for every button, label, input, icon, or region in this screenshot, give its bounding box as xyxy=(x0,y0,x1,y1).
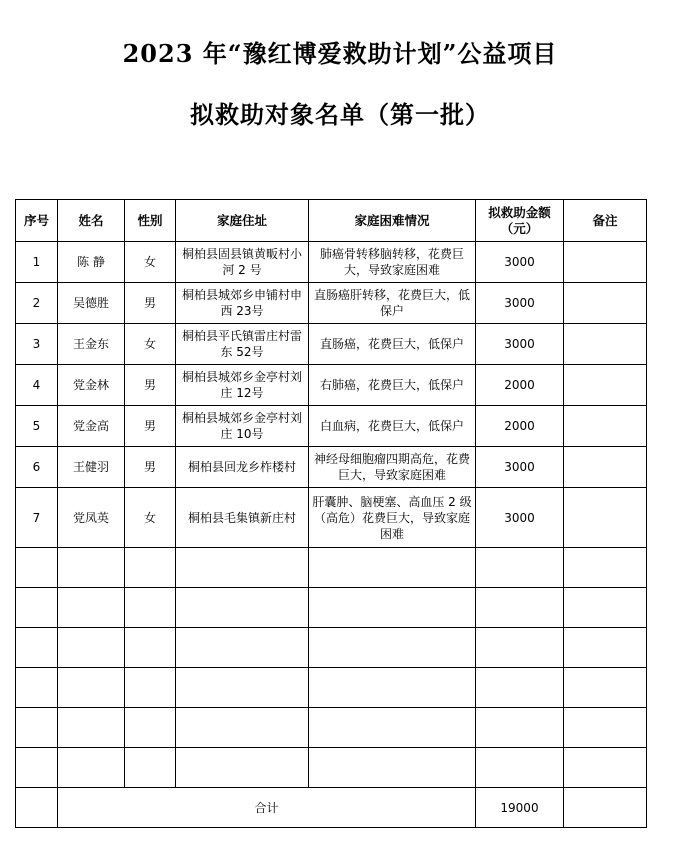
cell-no: 1 xyxy=(16,242,58,283)
cell-amount: 3000 xyxy=(476,283,564,324)
empty-row xyxy=(16,588,647,628)
cell-address: 桐柏县平氏镇雷庄村雷东 52号 xyxy=(176,324,309,365)
table-row xyxy=(16,365,647,406)
cell-remark xyxy=(564,365,647,406)
cell-address: 桐柏县回龙乡柞楼村 xyxy=(176,447,309,488)
empty-row xyxy=(16,628,647,668)
document-subtitle: 拟救助对象名单（第一批） xyxy=(190,100,490,129)
beneficiary-table xyxy=(15,199,647,828)
cell-amount: 3000 xyxy=(476,324,564,365)
cell-no: 2 xyxy=(16,283,58,324)
cell-name: 党凤英 xyxy=(58,488,125,548)
cell-no: 5 xyxy=(16,406,58,447)
table-row xyxy=(16,324,647,365)
table-row xyxy=(16,283,647,324)
header-gender: 性别 xyxy=(125,200,176,242)
table-row xyxy=(16,488,647,548)
cell-hardship: 白血病，花费巨大，低保户 xyxy=(309,406,476,447)
cell-name: 王金东 xyxy=(58,324,125,365)
cell-hardship: 神经母细胞瘤四期高危，花费巨大，导致家庭困难 xyxy=(309,447,476,488)
cell-name: 陈 静 xyxy=(58,242,125,283)
cell-gender: 男 xyxy=(125,283,176,324)
cell-name: 吴德胜 xyxy=(58,283,125,324)
cell-no: 3 xyxy=(16,324,58,365)
cell-remark xyxy=(564,283,647,324)
total-label: 合计 xyxy=(58,788,476,828)
table-row xyxy=(16,447,647,488)
cell-name: 王健羽 xyxy=(58,447,125,488)
header-no: 序号 xyxy=(16,200,58,242)
cell-address: 桐柏县城郊乡金亭村刘庄 10号 xyxy=(176,406,309,447)
empty-row xyxy=(16,748,647,788)
cell-hardship: 右肺癌，花费巨大，低保户 xyxy=(309,365,476,406)
total-remark-cell xyxy=(564,788,647,828)
header-amount: 拟救助金额（元） xyxy=(476,200,564,242)
cell-no: 4 xyxy=(16,365,58,406)
total-row xyxy=(16,788,647,828)
cell-remark xyxy=(564,447,647,488)
cell-gender: 女 xyxy=(125,324,176,365)
cell-hardship: 直肠癌肝转移，花费巨大，低保户 xyxy=(309,283,476,324)
cell-amount: 3000 xyxy=(476,488,564,548)
table-row xyxy=(16,406,647,447)
table-header-row xyxy=(16,200,647,242)
cell-remark xyxy=(564,406,647,447)
empty-row xyxy=(16,668,647,708)
cell-gender: 男 xyxy=(125,447,176,488)
cell-remark xyxy=(564,324,647,365)
cell-amount: 2000 xyxy=(476,365,564,406)
cell-address: 桐柏县城郊乡金亭村刘庄 12号 xyxy=(176,365,309,406)
cell-remark xyxy=(564,488,647,548)
total-blank-cell xyxy=(16,788,58,828)
cell-gender: 女 xyxy=(125,488,176,548)
cell-gender: 男 xyxy=(125,406,176,447)
cell-gender: 女 xyxy=(125,242,176,283)
cell-hardship: 直肠癌，花费巨大，低保户 xyxy=(309,324,476,365)
cell-gender: 男 xyxy=(125,365,176,406)
cell-address: 桐柏县城郊乡申铺村申西 23号 xyxy=(176,283,309,324)
cell-name: 党金林 xyxy=(58,365,125,406)
cell-no: 6 xyxy=(16,447,58,488)
cell-amount: 3000 xyxy=(476,447,564,488)
document-title: 2023 年“豫红博爱救助计划”公益项目 xyxy=(122,39,558,68)
cell-address: 桐柏县毛集镇新庄村 xyxy=(176,488,309,548)
cell-amount: 3000 xyxy=(476,242,564,283)
cell-amount: 2000 xyxy=(476,406,564,447)
cell-remark xyxy=(564,242,647,283)
header-address: 家庭住址 xyxy=(176,200,309,242)
cell-hardship: 肺癌骨转移脑转移，花费巨大，导致家庭困难 xyxy=(309,242,476,283)
header-name: 姓名 xyxy=(58,200,125,242)
cell-hardship: 肝囊肿、脑梗塞、高血压 2 级（高危）花费巨大，导致家庭困难 xyxy=(309,488,476,548)
cell-name: 党金高 xyxy=(58,406,125,447)
total-amount: 19000 xyxy=(476,788,564,828)
cell-address: 桐柏县固县镇黄畈村小河 2 号 xyxy=(176,242,309,283)
empty-row xyxy=(16,708,647,748)
header-remark: 备注 xyxy=(564,200,647,242)
cell-no: 7 xyxy=(16,488,58,548)
header-hardship: 家庭困难情况 xyxy=(309,200,476,242)
empty-row xyxy=(16,548,647,588)
table-row xyxy=(16,242,647,283)
